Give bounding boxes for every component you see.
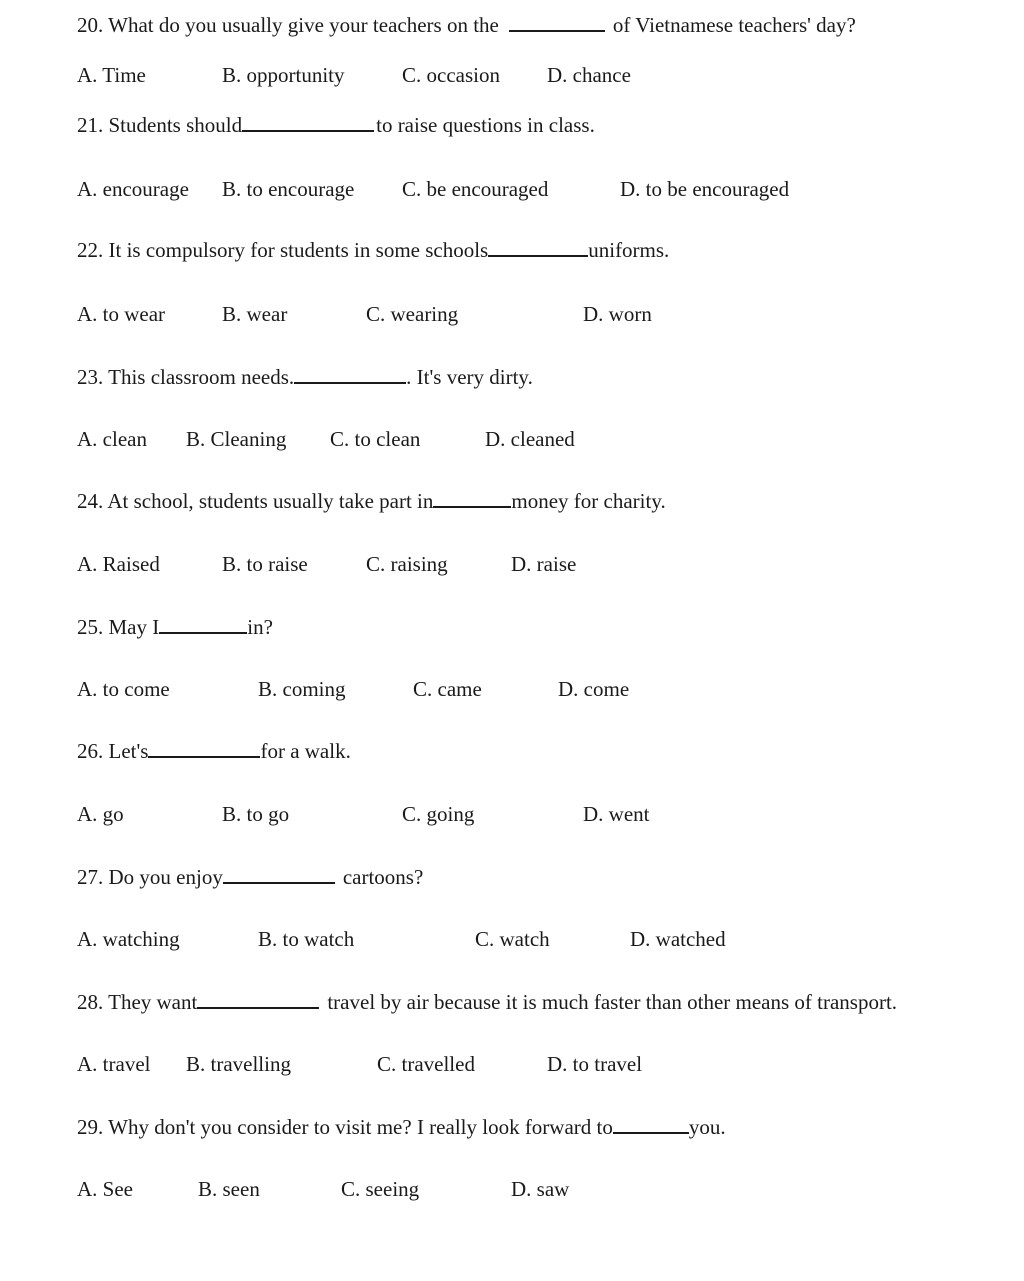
option-c[interactable]: C. seeing (341, 1177, 420, 1201)
option-b[interactable]: B. travelling (186, 1052, 291, 1076)
question-tail: money for charity. (511, 489, 666, 513)
option-a[interactable]: A. See (77, 1177, 133, 1201)
question-tail: you. (688, 1115, 726, 1139)
option-b[interactable]: B. opportunity (222, 63, 345, 87)
question-stem: 26. Let's (77, 739, 149, 763)
option-d[interactable]: D. cleaned (485, 427, 575, 451)
question-stem: 20. What do you usually give your teachers on the (77, 13, 499, 37)
answer-blank[interactable] (223, 862, 335, 884)
question-stem: 24. At school, students usually take part in (77, 489, 434, 513)
option-c[interactable]: C. be encouraged (402, 177, 549, 201)
option-c[interactable]: C. wearing (366, 302, 459, 326)
option-a[interactable]: A. to wear (77, 302, 166, 326)
option-a[interactable]: A. travel (77, 1052, 151, 1076)
question-text (77, 10, 856, 40)
question-text (77, 862, 423, 892)
question-text (77, 362, 533, 392)
answer-blank[interactable] (488, 235, 588, 257)
question-tail: . It's very dirty. (406, 365, 533, 389)
option-d[interactable]: D. to be encouraged (620, 177, 790, 201)
option-c[interactable]: C. going (402, 802, 475, 826)
option-a[interactable]: A. encourage (77, 177, 189, 201)
question-stem: 27. Do you enjoy (77, 865, 223, 889)
option-d[interactable]: D. come (558, 677, 630, 701)
answer-blank[interactable] (148, 736, 260, 758)
answer-blank[interactable] (433, 486, 511, 508)
option-c[interactable]: C. to clean (330, 427, 421, 451)
option-d[interactable]: D. saw (511, 1177, 570, 1201)
question-text (77, 987, 897, 1017)
option-d[interactable]: D. chance (547, 63, 631, 87)
option-a[interactable]: A. Raised (77, 552, 160, 576)
option-c[interactable]: C. watch (475, 927, 550, 951)
question-tail: cartoons? (342, 865, 424, 889)
question-text (77, 486, 666, 516)
question-stem: 25. May I (77, 615, 160, 639)
question-stem: 23. This classroom needs. (77, 365, 295, 389)
answer-blank[interactable] (242, 110, 374, 132)
question-tail: in? (247, 615, 273, 639)
option-a[interactable]: A. watching (77, 927, 180, 951)
question-tail: to raise questions in class. (376, 113, 595, 137)
option-b[interactable]: B. to go (222, 802, 290, 826)
option-b[interactable]: B. to encourage (222, 177, 355, 201)
option-d[interactable]: D. watched (630, 927, 726, 951)
option-b[interactable]: B. to watch (258, 927, 355, 951)
option-c[interactable]: C. raising (366, 552, 448, 576)
option-c[interactable]: C. came (413, 677, 482, 701)
question-tail: for a walk. (260, 739, 351, 763)
option-d[interactable]: D. worn (583, 302, 652, 326)
option-a[interactable]: A. go (77, 802, 124, 826)
option-b[interactable]: B. Cleaning (186, 427, 287, 451)
option-b[interactable]: B. wear (222, 302, 288, 326)
option-d[interactable]: D. raise (511, 552, 577, 576)
option-d[interactable]: D. went (583, 802, 650, 826)
option-c[interactable]: C. occasion (402, 63, 500, 87)
answer-blank[interactable] (159, 612, 247, 634)
question-text (77, 736, 351, 766)
question-tail: uniforms. (588, 238, 670, 262)
option-c[interactable]: C. travelled (377, 1052, 475, 1076)
answer-blank[interactable] (294, 362, 406, 384)
option-b[interactable]: B. seen (198, 1177, 260, 1201)
question-stem: 29. Why don't you consider to visit me? I really look forward to (77, 1115, 613, 1139)
question-stem: 21. Students should (77, 113, 243, 137)
question-text (77, 235, 669, 265)
answer-blank[interactable] (509, 10, 605, 32)
option-a[interactable]: A. clean (77, 427, 147, 451)
question-stem: 28. They want (77, 990, 198, 1014)
question-text (77, 110, 595, 140)
option-b[interactable]: B. to raise (222, 552, 308, 576)
question-stem: 22. It is compulsory for students in some schools (77, 238, 489, 262)
option-b[interactable]: B. coming (258, 677, 346, 701)
question-text (77, 612, 273, 642)
option-a[interactable]: A. to come (77, 677, 170, 701)
question-tail: travel by air because it is much faster than other means of transport. (327, 990, 898, 1014)
option-a[interactable]: A. Time (77, 63, 146, 87)
question-tail: of Vietnamese teachers' day? (612, 13, 856, 37)
answer-blank[interactable] (197, 987, 319, 1009)
question-text (77, 1112, 726, 1142)
answer-blank[interactable] (613, 1112, 689, 1134)
option-d[interactable]: D. to travel (547, 1052, 643, 1076)
